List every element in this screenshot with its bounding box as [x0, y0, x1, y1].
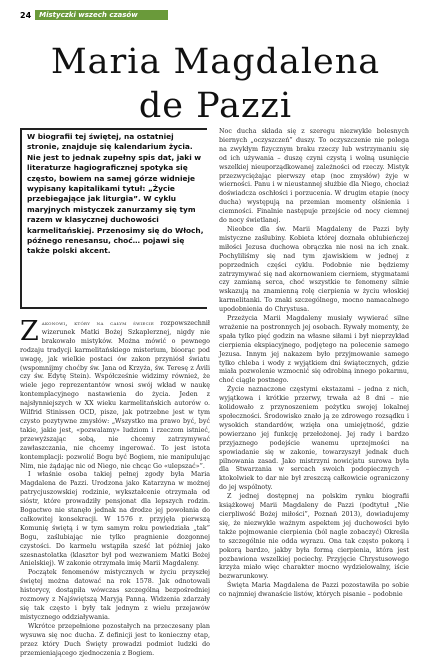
- article-title: [0, 40, 431, 128]
- right-column: [219, 128, 409, 600]
- section-tag: Mistyczki wszech czasów: [35, 10, 168, 20]
- drop-cap: Z: [20, 316, 39, 347]
- paragraph: Z jednej dostępnej na polskim rynku biografii książkowej Marii Magdaleny de Pazzi (podtytuł „Nie cierpliwość Bożej miłości”, Poznań 2013), dowiadujemy się, że niezwykle ważnym aspektem jej duchowości było także pojmowanie cierpienia (ból nagle zobaczyć) Określa to szczególnie nie odda wyrazu. Ona tak często pokorą i pokorą bardzo, jakby była formą cierpienia, która jest pozbawiona wszelkiej pociechy. Przyjęcie Chrystusowego krzyża miało więc charakter mocno wydzielowalny, iście bezwarunkowy.: [219, 493, 409, 581]
- lead-paragraph: W biografii tej świętej, na ostatniej stronie, znajduje się kalendarium życia. Nie jest to jednak zupełny spis dat, jaki w literaturze hagiograficznej spotyka się często, bowiem na samej górze widnieje wypisany kapitalikami tytuł: „Życie przebiegające jak liturgia”. W cyklu maryjnych mistyczek zanurzamy się tym razem w klasycznej duchowości karmelitańskiej. Przenosimy się do Włoch, późnego renesansu, choć… pojawi się także polski akcent.: [27, 132, 204, 256]
- paragraph: Początek fenomenów mistycznych w życiu przyszłej świętej można datować na rok 1578. Jak odnotowali historycy, dostąpiła wówczas szczególną bezpośredniej rozmowy z Najświętszą Maryją Panną. Widzenia zdarzały się tak często i były tak jednym z wielu przejawów mistycznego oddziaływania.: [20, 569, 210, 621]
- paragraph: I właśnie osoba takiej pełnej zgody była Maria Magdalena de Pazzi. Urodzona jako Katarzyna w możnej patrycjuszowskiej rodzinie, wykształcenie otrzymała od sióstr, które prowadziły pensjonat dla lepszych rodzin. Bogactwo nie stanęło jednak na drodze jej powołania do całkowitej konsekracji. W 1576 r. przyjęła pierwszą Komunię świętą i w tym samym roku powiedziała „tak” Bogu, zaślubiając nie tylko pragnienie dozgonnej czystości. Do karmelu wstąpiła sześć lat później jako szesnastolatka (klasztor był pod wezwaniem Matki Bożej Anielskiej). W zakonie otrzymała imię Marii Magdaleny.: [20, 471, 210, 568]
- page-number: 24: [20, 10, 32, 20]
- opening-smallcaps: akonowi, który na całym świecie: [41, 320, 155, 327]
- page-header: [20, 8, 168, 22]
- paragraph-text: rozpowszechnił wizerunek Matki Bożej Szkaplerznej, nigdy nie brakowało mistyków. Można mówić o pewnego rodzaju tradycji karmelitańskiego misterium, bioorąc pod uwagę, jak wielkie postaci ów zakon przyniósł światu (wspomnijmy choćby św. Jana od Krzyża, św. Teresę z Ávili czy św. Edytę Stein). Współcześnie widzimy również, że wiele jego reprezentantów wnosi swój wkład w naukę kontemplacyjnego nastawienia do życia. Jeden z najsłynniejszych w XX wieku karmelitańskich autorów o. Wilfrid Stinissen OCD, pisze, jak potrzebne jest w tym czysto pozytywne zmysłów: „Wszystko ma prawo być, być takie, jakie jest, «pozwalamy» ludziom i rzeczom istnieć, przewyższając sobą, nie chcemy zatrzymywać zawłaszczania, nie chcemy ingerować. To jest istota kontemplacji: pozwolić Bogu być Bogiem, nie manipulując Nim, nie żądając nic od Niego, nie chcąc Go «ulepszać»”.: [20, 320, 210, 470]
- paragraph: Święta Maria Magdalena de Pazzi pozostawiła po sobie co najmniej dwanaście listów, których pisanie – podobnie: [219, 582, 409, 599]
- first-paragraph: [20, 316, 210, 471]
- paragraph: Życie naznaczone częstymi ekstazami – jedna z nich, wyjątkowa i krótkie przerwy, trwała aż 8 dni – nie kolidowało z przynoszeniem pożytku swojej lokalnej społeczności. Środowisko znało ją ze zdrowego rozsądku i wysokich standardów, wzięła ona umiejętność, gdzie powierzano jej funkcję przełożonej. Jej rady i bardzo przyjaznego podejście wanemu uprzejmości na spowiadanie się w zakonie, towarzyszył jednak duch pilnowania zasad. Jako mistrzyni nowicjatu surowa była dla Stwarzania w sercach swoich podopiecznych – ktokolwiek to dar nie był zreszczą całkowicie ograniczony do jej wspólnoty.: [219, 386, 409, 492]
- left-column: [20, 316, 210, 658]
- paragraph: Nieobce dla św. Marii Magdaleny de Pazzi były mistyczne zaślubiny. Kobieta której doznała oblubieńczej miłości Jezusa duchowa obrączka nie nosi na ich znak. Pochyliliśmy się nad tym zjawiskiem w jednej z poprzednich części cyklu. Podobnie nie będziemy zatrzymywać się nad akornowaniem cierniem, stygmatami czy zamianą serca, choć wszystkie te fenomeny silnie wskazują na znamienną rolę cierpienia w życiu włoskiej karmelitanki. To znaki szczególnego, mocno namacalnego upodobnienia do Chrystusa.: [219, 225, 409, 314]
- paragraph: Wkrótce przepełnione pozostałych na przeczesany plan wysuwa się noc ducha. Z definicji jest to konieczny etap, przez który Duch Święty prowadzi podmiot ludzki do przemieniającego zjednoczenia z Bogiem.: [20, 622, 210, 657]
- article-title-line1: Maria Magdalena: [50, 42, 381, 82]
- paragraph: Przeżycia Marii Magdaleny musiały wywierać silne wrażenie na postronnych jej osobach. Rywały momenty, że spała tylko pięć godzin na własne siłami i był nieprzykład cierpienia ekspiacyjnego, podjętego na polecenie samego Jezusa. Innym jej nakazem było przyjmowanie samego tylko chleba i wody z wyjątkiem dni świątecznych, gdzie miała pozwolenie wzmocnić się odrobiną innego pokarmu, choć ciągle postnego.: [219, 315, 409, 385]
- article-title-line2: de Pazzi: [138, 86, 293, 126]
- paragraph: Noc ducha składa się z szeregu niezwykle bolesnych biernych „oczyszczeń” duszy. To oczyszczenie nie polega na zwykłym fizycznym braku rzeczy lub wstrzymaniu się od ich używania – duszę czyni czystą i wolną usunięcie wszelkiej nieuporządkowanej zależności od rzeczy. Mistyk przezwyciężając pierwszy etap (noc zmysłów) żyje w wierności. Panu i w nieustannej służbie dla Niego, chociaż doświadcza oschłości i porzucenia. W drugim etapie (nocy ducha) występują na przemian momenty olśnienia i ciemności. Finalnie następuje przejście od nocy ciemnej do nocy świetlanej.: [219, 128, 409, 225]
